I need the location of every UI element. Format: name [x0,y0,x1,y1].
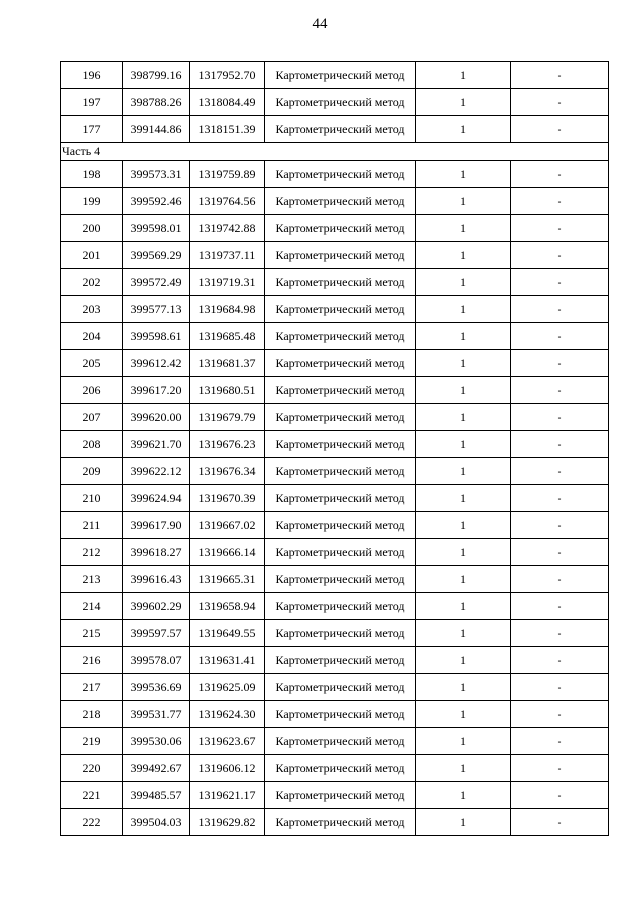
method-cell: Картометрический метод [265,620,416,647]
accuracy-cell: 1 [416,404,511,431]
accuracy-cell: 1 [416,620,511,647]
accuracy-cell: 1 [416,269,511,296]
coordinate-x-cell: 399592.46 [123,188,190,215]
note-cell: - [511,377,609,404]
accuracy-cell: 1 [416,701,511,728]
method-cell: Картометрический метод [265,404,416,431]
coordinate-y-cell: 1319676.23 [190,431,265,458]
note-cell: - [511,539,609,566]
table-row [61,620,609,647]
note-cell: - [511,188,609,215]
method-cell: Картометрический метод [265,215,416,242]
table-row [61,296,609,323]
coordinate-x-cell: 399536.69 [123,674,190,701]
method-cell: Картометрический метод [265,674,416,701]
method-cell: Картометрический метод [265,566,416,593]
point-number-cell: 213 [61,566,123,593]
method-cell: Картометрический метод [265,296,416,323]
note-cell: - [511,755,609,782]
note-cell: - [511,62,609,89]
coordinate-x-cell: 399485.57 [123,782,190,809]
note-cell: - [511,512,609,539]
coordinate-x-cell: 399612.42 [123,350,190,377]
coordinate-x-cell: 399578.07 [123,647,190,674]
table-row [61,674,609,701]
point-number-cell: 206 [61,377,123,404]
point-number-cell: 177 [61,116,123,143]
coordinate-x-cell: 399602.29 [123,593,190,620]
note-cell: - [511,566,609,593]
note-cell: - [511,620,609,647]
method-cell: Картометрический метод [265,512,416,539]
accuracy-cell: 1 [416,458,511,485]
coordinate-y-cell: 1319676.34 [190,458,265,485]
coordinate-y-cell: 1319737.11 [190,242,265,269]
coordinate-y-cell: 1319670.39 [190,485,265,512]
table-row [61,809,609,836]
note-cell: - [511,350,609,377]
method-cell: Картометрический метод [265,458,416,485]
coordinate-x-cell: 399573.31 [123,161,190,188]
table-row [61,593,609,620]
accuracy-cell: 1 [416,350,511,377]
table-row [61,404,609,431]
coordinate-x-cell: 399144.86 [123,116,190,143]
coordinate-y-cell: 1319623.67 [190,728,265,755]
point-number-cell: 200 [61,215,123,242]
table-row [61,188,609,215]
coordinate-x-cell: 399531.77 [123,701,190,728]
table-row [61,269,609,296]
coordinate-y-cell: 1319624.30 [190,701,265,728]
page-number: 44 [312,16,328,32]
method-cell: Картометрический метод [265,116,416,143]
table-row [61,458,609,485]
coordinate-x-cell: 399617.90 [123,512,190,539]
coordinate-y-cell: 1319719.31 [190,269,265,296]
method-cell: Картометрический метод [265,755,416,782]
point-number-cell: 197 [61,89,123,116]
accuracy-cell: 1 [416,566,511,593]
coordinate-x-cell: 399598.01 [123,215,190,242]
note-cell: - [511,116,609,143]
point-number-cell: 209 [61,458,123,485]
coordinate-y-cell: 1319680.51 [190,377,265,404]
method-cell: Картометрический метод [265,485,416,512]
accuracy-cell: 1 [416,647,511,674]
accuracy-cell: 1 [416,215,511,242]
method-cell: Картометрический метод [265,593,416,620]
coordinate-x-cell: 399530.06 [123,728,190,755]
coordinate-x-cell: 399492.67 [123,755,190,782]
table-row [61,431,609,458]
method-cell: Картометрический метод [265,269,416,296]
point-number-cell: 220 [61,755,123,782]
coordinate-x-cell: 399569.29 [123,242,190,269]
note-cell: - [511,728,609,755]
coordinate-x-cell: 399597.57 [123,620,190,647]
accuracy-cell: 1 [416,728,511,755]
method-cell: Картометрический метод [265,377,416,404]
coordinate-x-cell: 399618.27 [123,539,190,566]
method-cell: Картометрический метод [265,728,416,755]
method-cell: Картометрический метод [265,701,416,728]
table-row [61,647,609,674]
coordinate-y-cell: 1319685.48 [190,323,265,350]
table-row [61,242,609,269]
point-number-cell: 199 [61,188,123,215]
coordinate-y-cell: 1319629.82 [190,809,265,836]
point-number-cell: 216 [61,647,123,674]
accuracy-cell: 1 [416,674,511,701]
coordinate-x-cell: 399577.13 [123,296,190,323]
method-cell: Картометрический метод [265,242,416,269]
note-cell: - [511,404,609,431]
point-number-cell: 208 [61,431,123,458]
coordinate-y-cell: 1319742.88 [190,215,265,242]
coordinate-y-cell: 1319665.31 [190,566,265,593]
table-row [61,485,609,512]
method-cell: Картометрический метод [265,647,416,674]
coordinate-y-cell: 1319621.17 [190,782,265,809]
accuracy-cell: 1 [416,161,511,188]
method-cell: Картометрический метод [265,323,416,350]
coordinate-x-cell: 398788.26 [123,89,190,116]
accuracy-cell: 1 [416,512,511,539]
note-cell: - [511,593,609,620]
note-cell: - [511,458,609,485]
table-row [61,323,609,350]
section-label: Часть 4 [61,143,609,161]
accuracy-cell: 1 [416,377,511,404]
note-cell: - [511,242,609,269]
note-cell: - [511,269,609,296]
accuracy-cell: 1 [416,755,511,782]
coordinate-y-cell: 1319631.41 [190,647,265,674]
accuracy-cell: 1 [416,188,511,215]
method-cell: Картометрический метод [265,350,416,377]
coordinate-y-cell: 1319649.55 [190,620,265,647]
point-number-cell: 217 [61,674,123,701]
point-number-cell: 218 [61,701,123,728]
accuracy-cell: 1 [416,89,511,116]
table-row [61,377,609,404]
point-number-cell: 219 [61,728,123,755]
method-cell: Картометрический метод [265,161,416,188]
note-cell: - [511,215,609,242]
note-cell: - [511,296,609,323]
coordinate-x-cell: 398799.16 [123,62,190,89]
accuracy-cell: 1 [416,485,511,512]
coordinate-y-cell: 1317952.70 [190,62,265,89]
accuracy-cell: 1 [416,242,511,269]
table-row [61,215,609,242]
method-cell: Картометрический метод [265,539,416,566]
accuracy-cell: 1 [416,782,511,809]
note-cell: - [511,782,609,809]
method-cell: Картометрический метод [265,431,416,458]
section-row [61,143,609,161]
note-cell: - [511,701,609,728]
coordinate-x-cell: 399622.12 [123,458,190,485]
point-number-cell: 212 [61,539,123,566]
method-cell: Картометрический метод [265,89,416,116]
coordinate-y-cell: 1319625.09 [190,674,265,701]
note-cell: - [511,89,609,116]
method-cell: Картометрический метод [265,782,416,809]
coordinate-x-cell: 399620.00 [123,404,190,431]
table-row [61,755,609,782]
point-number-cell: 205 [61,350,123,377]
coordinate-y-cell: 1318151.39 [190,116,265,143]
coordinate-y-cell: 1318084.49 [190,89,265,116]
point-number-cell: 214 [61,593,123,620]
method-cell: Картометрический метод [265,62,416,89]
point-number-cell: 222 [61,809,123,836]
accuracy-cell: 1 [416,62,511,89]
accuracy-cell: 1 [416,539,511,566]
point-number-cell: 221 [61,782,123,809]
coordinate-y-cell: 1319759.89 [190,161,265,188]
accuracy-cell: 1 [416,431,511,458]
coordinate-x-cell: 399621.70 [123,431,190,458]
note-cell: - [511,647,609,674]
note-cell: - [511,674,609,701]
table-row [61,116,609,143]
coordinate-y-cell: 1319666.14 [190,539,265,566]
method-cell: Картометрический метод [265,809,416,836]
table-row [61,782,609,809]
coordinate-x-cell: 399616.43 [123,566,190,593]
coordinate-x-cell: 399624.94 [123,485,190,512]
table-row [61,161,609,188]
table-row [61,350,609,377]
note-cell: - [511,485,609,512]
coordinates-table-body [61,62,609,836]
table-row [61,89,609,116]
coordinate-y-cell: 1319658.94 [190,593,265,620]
coordinate-y-cell: 1319684.98 [190,296,265,323]
table-row [61,512,609,539]
point-number-cell: 203 [61,296,123,323]
point-number-cell: 211 [61,512,123,539]
coordinate-y-cell: 1319667.02 [190,512,265,539]
coordinate-x-cell: 399598.61 [123,323,190,350]
coordinate-y-cell: 1319681.37 [190,350,265,377]
point-number-cell: 207 [61,404,123,431]
point-number-cell: 196 [61,62,123,89]
accuracy-cell: 1 [416,809,511,836]
table-row [61,701,609,728]
coordinate-y-cell: 1319764.56 [190,188,265,215]
accuracy-cell: 1 [416,593,511,620]
note-cell: - [511,161,609,188]
accuracy-cell: 1 [416,116,511,143]
table-row [61,62,609,89]
coordinate-y-cell: 1319679.79 [190,404,265,431]
table-row [61,566,609,593]
point-number-cell: 198 [61,161,123,188]
coordinates-table [60,61,609,836]
method-cell: Картометрический метод [265,188,416,215]
accuracy-cell: 1 [416,296,511,323]
point-number-cell: 210 [61,485,123,512]
point-number-cell: 202 [61,269,123,296]
coordinate-y-cell: 1319606.12 [190,755,265,782]
table-row [61,539,609,566]
point-number-cell: 201 [61,242,123,269]
accuracy-cell: 1 [416,323,511,350]
note-cell: - [511,809,609,836]
coordinate-x-cell: 399572.49 [123,269,190,296]
coordinate-x-cell: 399617.20 [123,377,190,404]
note-cell: - [511,431,609,458]
point-number-cell: 204 [61,323,123,350]
coordinate-x-cell: 399504.03 [123,809,190,836]
point-number-cell: 215 [61,620,123,647]
table-row [61,728,609,755]
note-cell: - [511,323,609,350]
